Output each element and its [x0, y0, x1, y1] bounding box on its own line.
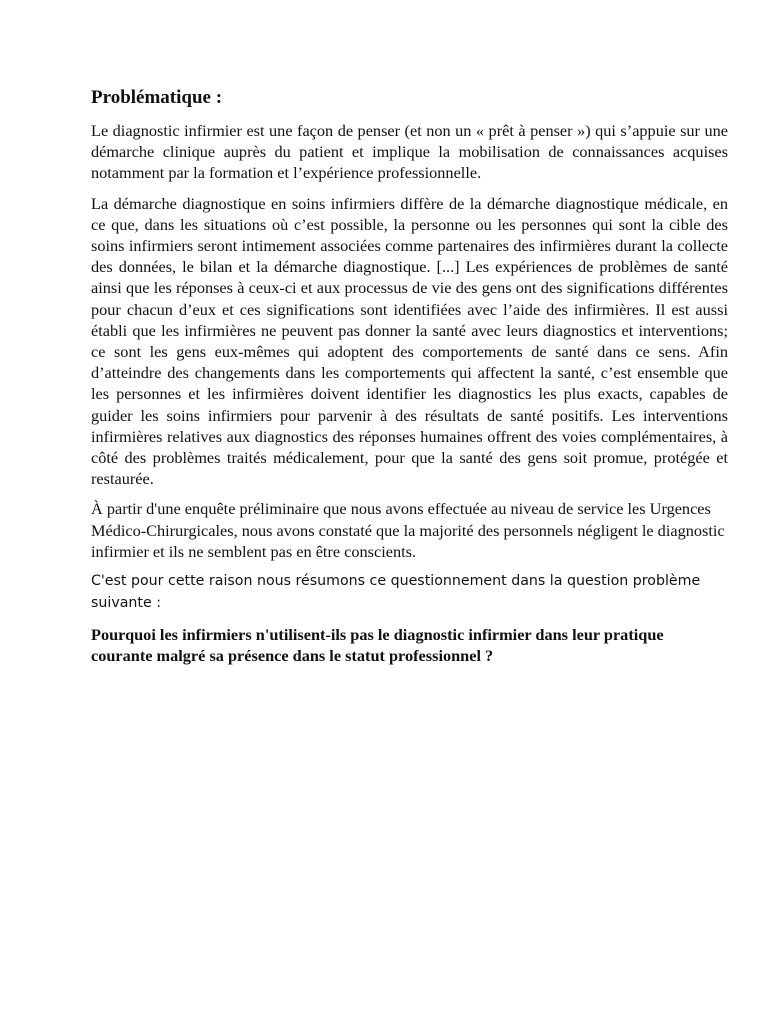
research-question: Pourquoi les infirmiers n'utilisent-ils pas le diagnostic infirmier dans leur pratique courante malgré sa présence dans le statut professionnel ? [91, 625, 664, 666]
paragraph-definition: Le diagnostic infirmier est une façon de penser (et non un « prêt à penser ») qui s’appuie sur une démarche clinique auprès du patient et implique la mobilisation de connaissances acquises notamment par la formation et l’expérience professionnelle. [91, 121, 728, 183]
section-title: Problématique : [91, 87, 223, 108]
paragraph-survey: À partir d'une enquête préliminaire que nous avons effectuée au niveau de service les Urgences Médico-Chirurgicales, nous avons constaté que la majorité des personnels négligent le diagnostic infirmier et ils ne semblent pas en être conscients. [91, 499, 725, 561]
document-page [91, 86, 728, 666]
paragraph-diagnostic-approach: La démarche diagnostique en soins infirmiers diffère de la démarche diagnostique médicale, en ce que, dans les situations où c’est possible, la personne ou les personnes qui sont la cible des soins infirmiers seront intimement associées comme partenaires des infirmières durant la collecte des données, le bilan et la démarche diagnostique. [...] Les expériences de problèmes de santé ainsi que les réponses à ceux-ci et aux processus de vie des gens ont des significations différentes pour chacun d’eux et ces significations sont identifiées avec l’aide des infirmières. Il est aussi établi que les infirmières ne peuvent pas donner la santé avec leurs diagnostics et interventions; ce sont les gens eux-mêmes qui adoptent des comportements de santé dans ce sens. Afin d’atteindre des changements dans les comportements qui affectent la santé, c’est ensemble que les personnes et les infirmières doivent identifier les diagnostics les plus exacts, capables de guider les soins infirmiers pour parvenir à des résultats de santé positifs. Les interventions infirmières relatives aux diagnostics des réponses humaines offrent des voies complémentaires, à côté des problèmes traités médicalement, pour que la santé des gens soit promue, protégée et restaurée. [91, 193, 728, 489]
paragraph-question-intro: C'est pour cette raison nous résumons ce questionnement dans la question problème suivante : [91, 573, 701, 611]
